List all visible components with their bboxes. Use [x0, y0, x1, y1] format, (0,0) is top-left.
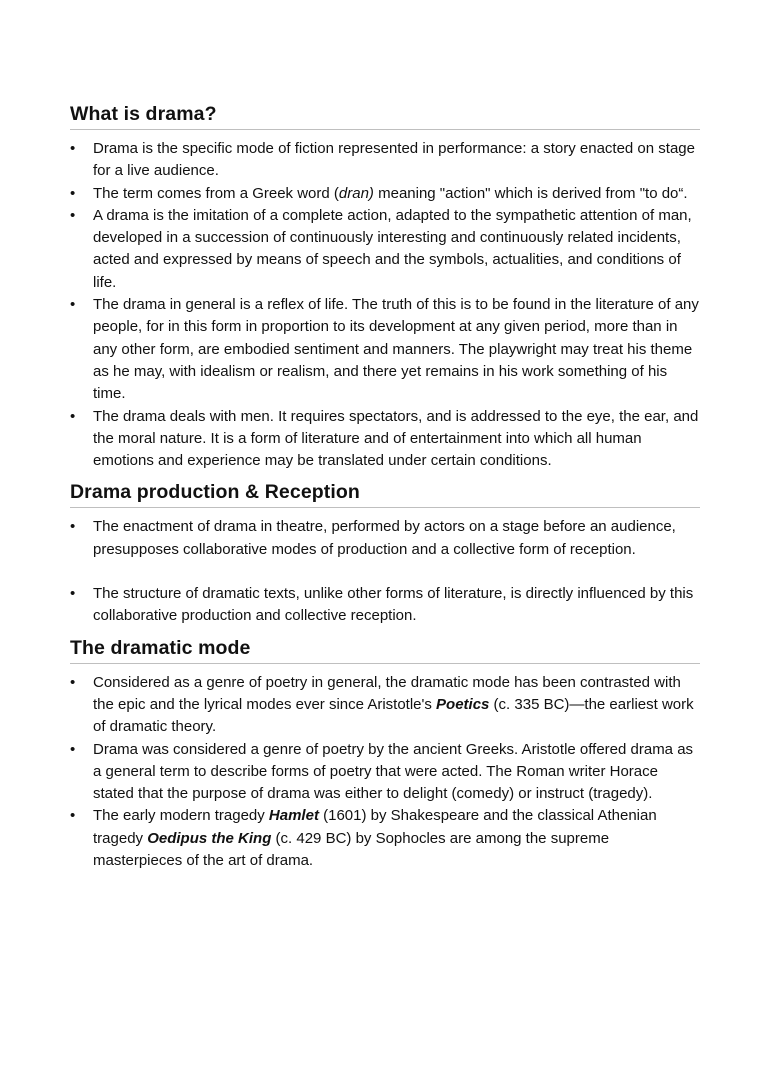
item-text: Drama is the specific mode of fiction represented in performance: a story enacted on stage for a live audience.	[93, 140, 695, 180]
item-text: (c. 335 BC)—the earliest work of dramatic theory.	[93, 695, 694, 736]
list-item	[70, 406, 700, 473]
list-item	[70, 805, 700, 872]
section-heading: The dramatic mode	[70, 634, 700, 664]
list-item	[70, 516, 700, 561]
list-item	[70, 672, 700, 739]
item-text: The enactment of drama in theatre, performed by actors on a stage before an audience, presupposes collaborative modes of production and a collective form of reception.	[93, 518, 676, 558]
bullet-icon: •	[70, 740, 76, 758]
list-item	[70, 583, 700, 628]
bullet-list	[70, 664, 700, 879]
section	[70, 634, 700, 879]
bullet-icon: •	[70, 673, 76, 691]
item-text: The term comes from a Greek word (	[93, 184, 339, 202]
item-text: The drama in general is a reflex of life. The truth of this is to be found in the literature of any people, for in this form in proportion to its development at any given period, more than in any other form, are embodied sentiment and manners. The playwright may treat his theme as he may, with idealism or realism, and there yet remains in his work something of his time.	[93, 296, 699, 403]
bullet-icon: •	[70, 206, 76, 224]
emphasized-title: Oedipus the King	[147, 829, 272, 847]
bullet-list	[70, 508, 700, 633]
bullet-icon: •	[70, 296, 76, 314]
section-heading: What is drama?	[70, 100, 700, 130]
item-text: The drama deals with men. It requires spectators, and is addressed to the eye, the ear, and the moral nature. It is a form of literature and of entertainment into which all human emotions and experience may be translated under certain conditions.	[93, 407, 699, 470]
list-spacer	[70, 561, 700, 583]
list-item	[70, 138, 700, 183]
bullet-icon: •	[70, 140, 76, 157]
list-item	[70, 205, 700, 294]
italic-term: dran)	[338, 184, 374, 202]
item-text: A drama is the imitation of a complete action, adapted to the sympathetic attention of man, developed in a succession of continuously interesting and continuously related incidents, acted and expressed by means of speech and the symbols, actualities, and conditions of life.	[93, 206, 692, 291]
list-item	[70, 739, 700, 806]
bullet-icon: •	[70, 407, 76, 425]
bullet-icon: •	[70, 184, 76, 202]
item-text: Drama was considered a genre of poetry by the ancient Greeks. Aristotle offered drama as a general term to describe forms of poetry that were acted. The Roman writer Horace stated that the purpose of drama was either to delight (comedy) or instruct (tragedy).	[93, 740, 694, 803]
bullet-list	[70, 130, 700, 478]
section-heading: Drama production & Reception	[70, 478, 700, 508]
bullet-icon: •	[70, 585, 76, 603]
item-text: Considered as a genre of poetry in general, the dramatic mode has been contrasted with the epic and the lyrical modes ever since Aristotle's	[93, 673, 681, 713]
document-page	[70, 100, 700, 878]
emphasized-title: Hamlet	[268, 807, 319, 825]
item-text: The structure of dramatic texts, unlike other forms of literature, is directly influenced by this collaborative production and collective reception.	[93, 585, 694, 625]
bullet-icon: •	[70, 518, 76, 536]
list-item	[70, 183, 700, 205]
list-item	[70, 294, 700, 405]
item-text: (1601) by Shakespeare and the classical Athenian tragedy	[93, 807, 657, 847]
section	[70, 478, 700, 633]
item-text: The early modern tragedy	[93, 807, 269, 825]
item-text: (c. 429 BC) by Sophocles are among the supreme masterpieces of the art of drama.	[93, 829, 610, 870]
item-text: meaning "action" which is derived from "to do“.	[373, 184, 688, 202]
bullet-icon: •	[70, 807, 76, 825]
section	[70, 100, 700, 478]
emphasized-title: Poetics	[436, 695, 490, 713]
